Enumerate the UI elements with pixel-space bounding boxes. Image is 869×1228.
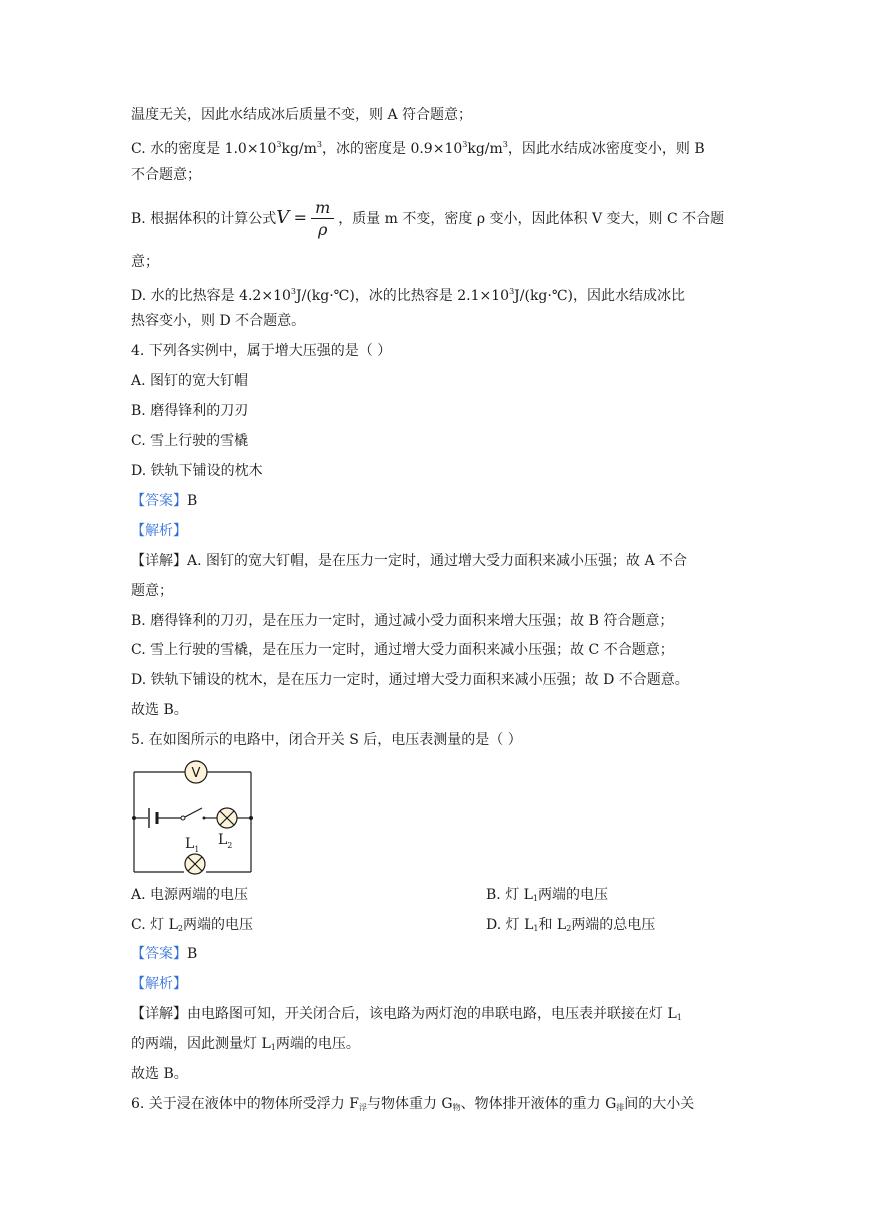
question-6-stem: 6. 关于浸在液体中的物体所受浮力 $F_浮$与物体重力 $G_物$、物体排开液体的重力 $G_排$间的大小关 — [131, 1096, 695, 1112]
q4-analysis-tag: 【解析】 — [131, 523, 187, 539]
text-line: D. 铁轨下铺设的枕木，是在压力一定时，通过增大受力面积来减小压强；故 D 不合题意。 — [131, 672, 689, 688]
formula-variable: V — [276, 207, 290, 228]
text-line: C. 雪上行驶的雪橇，是在压力一定时，通过增大受力面积来减小压强；故 C 不合题意； — [131, 642, 674, 658]
question-4-stem: 4. 下列各实例中，属于增大压强的是（ ） — [131, 343, 392, 359]
q4-answer: 【答案】B — [131, 493, 198, 509]
text-line: 不合题意； — [131, 167, 201, 183]
q5-analysis-tag: 【解析】 — [131, 976, 187, 992]
q4-option-c: C. 雪上行驶的雪橇 — [131, 433, 249, 449]
lamp-l2-icon — [217, 808, 237, 828]
switch-icon — [181, 816, 206, 820]
lamp-l2-label: $L_2$ — [218, 832, 233, 850]
q4-option-a: A. 图钉的宽大钉帽 — [131, 373, 249, 389]
q5-option-c: C. 灯 $L_2$两端的电压 — [131, 917, 253, 933]
text-line: B. 磨得锋利的刀刃，是在压力一定时，通过减小受力面积来增大压强；故 B 符合题意； — [131, 613, 674, 629]
text-line: 意； — [131, 254, 159, 270]
q5-detail: 【详解】由电路图可知，开关闭合后，该电路为两灯泡的串联电路，电压表并联接在灯 $L_1$ — [131, 1006, 682, 1022]
q5-option-d: D. 灯 $L_1$和 $L_2$两端的总电压 — [486, 917, 656, 933]
q5-choose: 故选 B。 — [131, 1066, 188, 1082]
circuit-diagram — [128, 760, 258, 878]
battery-icon — [149, 808, 157, 828]
q5-option-b: B. 灯 $L_1$两端的电压 — [486, 887, 609, 903]
text-line: 热容变小，则 D 不合题意。 — [131, 313, 306, 329]
voltmeter-icon — [185, 761, 207, 783]
svg-text:V: V — [191, 766, 201, 781]
text-line: C. 水的密度是 $1.0\times 10^3kg/m^3$，冰的密度是 $0.9\times 10^3kg/m^3$，因此水结成冰密度变小，则 B — [131, 140, 705, 157]
formula-line: B. 根据体积的计算公式V = $\frac{m}{\rho}$ ，质量 m 不变，密度 ρ 变小，因此体积 V 变大，则 C 不合题 — [131, 197, 725, 239]
q4-detail: 【详解】A. 图钉的宽大钉帽，是在压力一定时，通过增大受力面积来减小压强；故 A 不合 — [131, 553, 688, 569]
q5-answer: 【答案】B — [131, 946, 198, 962]
q4-choose: 故选 B。 — [131, 702, 188, 718]
lamp-l1-icon — [185, 854, 205, 874]
formula-fraction: $\frac{m}{\rho}$ — [311, 198, 334, 241]
text-line: 题意； — [131, 583, 173, 599]
q5-option-a: A. 电源两端的电压 — [131, 887, 249, 903]
q4-option-d: D. 铁轨下铺设的枕木 — [131, 463, 263, 479]
text-line: D. 水的比热容是 $4.2\times 10^3J/(kg\cdot℃)$，冰的比热容是 $2.1\times 10^3J/(kg\cdot℃)$，因此水结成冰比 — [131, 287, 685, 304]
lamp-l1-label: $L_1$ — [185, 836, 200, 854]
q4-option-b: B. 磨得锋利的刀刃 — [131, 403, 249, 419]
question-5-stem: 5. 在如图所示的电路中，闭合开关 S 后，电压表测量的是（ ） — [131, 732, 522, 748]
text-line: 的两端，因此测量灯 $L_1$两端的电压。 — [131, 1036, 360, 1052]
text-line: 温度无关，因此水结成冰后质量不变，则 A 符合题意； — [131, 107, 473, 123]
